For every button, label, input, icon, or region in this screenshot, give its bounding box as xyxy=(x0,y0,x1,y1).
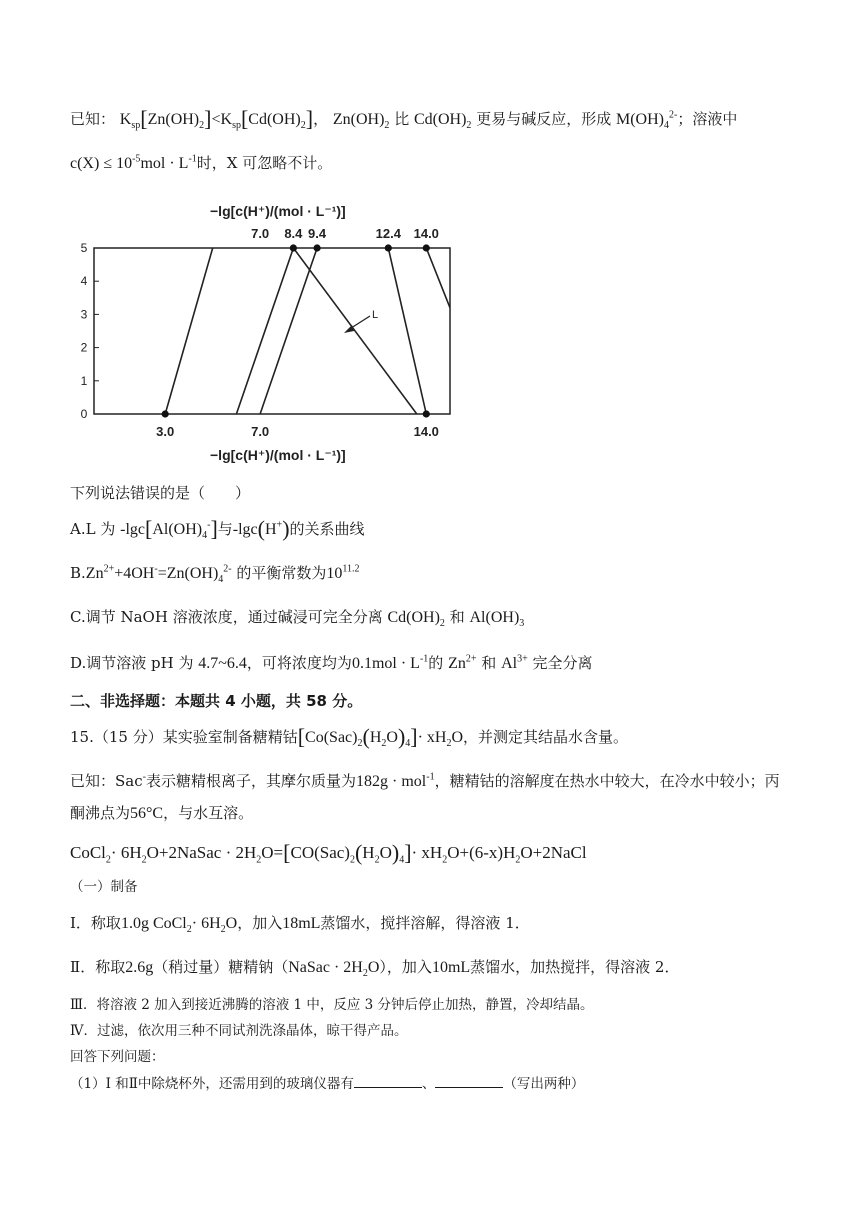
option-b-prefix: B. xyxy=(70,564,86,582)
y-tick-label: 4 xyxy=(80,274,88,289)
q15-step-3 xyxy=(70,994,594,1016)
q15-question-1-sep: 、 xyxy=(421,1076,436,1092)
ph-chart xyxy=(60,190,470,470)
option-b-tail: 的平衡常数为 xyxy=(236,564,327,582)
q15-question-1 xyxy=(70,1073,584,1095)
cx-condition: $c(X) \le 10^{-5}mol \cdot L^{-1}$ xyxy=(70,153,197,172)
option-d-mid2: 的 xyxy=(428,654,444,672)
question-stem xyxy=(70,482,250,504)
q15-step-2-formula: NaSac · $2H_2O$ xyxy=(288,959,380,980)
q15-step-2-mid2: ），加入 xyxy=(379,958,432,976)
series-line-2 xyxy=(236,248,293,414)
option-a-lg1: $-\lg c[Al(OH)_4^-]$ xyxy=(120,516,218,542)
option-c-cd: $Cd(OH)_2$ xyxy=(387,609,445,630)
known-tail: ；溶液中 xyxy=(677,110,738,128)
answer-blank-1[interactable] xyxy=(354,1073,422,1088)
m-oh4: $M(OH)_4^{2-}$ xyxy=(616,109,678,132)
bottom-ticks xyxy=(156,424,439,439)
q15-known-1: 已知：Sac-表示糖精根离子，其摩尔质量为182g · mol$^{-1}$，糖精钴的溶解度在热水中较大，在冷水中较小；丙 xyxy=(70,771,780,790)
marked-point-2 xyxy=(290,244,297,251)
q15-intro xyxy=(70,724,628,749)
q15-step-1-prefix: I．称取 xyxy=(70,914,121,932)
marked-point-4 xyxy=(385,244,392,251)
y-tick-label: 1 xyxy=(80,373,88,388)
series-line-6 xyxy=(426,248,450,308)
option-d-range: 4.7~6.4 xyxy=(198,655,247,672)
q15-molar-mass: 182g · mol$^{-1}$ xyxy=(356,771,435,790)
curve-l-label: L xyxy=(372,309,379,321)
option-a-mid: 与 xyxy=(217,520,233,538)
y-tick-label: 0 xyxy=(80,407,88,421)
series-line-4 xyxy=(293,248,416,414)
q15-intro-prefix: 15.（15 分）某实验室制备糖精钴 xyxy=(70,728,298,746)
option-a-tail: 的关系曲线 xyxy=(289,520,365,538)
q15-step-1-mass: 1.0g CoCl$_2$· $6H_2O$ xyxy=(120,915,238,936)
q15-step-1-mid: ，加入 xyxy=(237,914,283,932)
marked-point-5 xyxy=(423,244,430,251)
top-tick-label: 8.4 xyxy=(284,226,303,241)
marked-point-6 xyxy=(423,410,430,417)
q15-complex: $[Co(Sac)_2(H_2O)_4]\cdot xH_2O$ xyxy=(297,724,464,750)
q15-known-1b: 表示糖精根离子，其摩尔质量为 xyxy=(146,772,357,790)
known-line-1 xyxy=(70,106,737,131)
top-tick-label: 14.0 xyxy=(413,226,439,241)
bottom-tick-label: 7.0 xyxy=(251,424,270,439)
option-b-k: $10^{11.2}$ xyxy=(326,563,360,582)
q15-known-2 xyxy=(70,802,253,825)
q15-known-1a: 已知：Sac xyxy=(70,772,143,790)
top-tick-label: 7.0 xyxy=(251,226,270,241)
stem-text: 下列说法错误的是（ ） xyxy=(70,484,251,502)
y-tick-label: 5 xyxy=(80,241,88,255)
top-tick-label: 12.4 xyxy=(375,226,401,241)
bottom-axis-label: −lg[c(H⁺)/(mol · L⁻¹)] xyxy=(210,447,346,463)
option-d xyxy=(70,652,593,675)
series-line-1 xyxy=(165,248,213,414)
series-line-5 xyxy=(388,248,426,414)
q15-step-1-vol: 18mL xyxy=(282,915,321,932)
option-a xyxy=(70,516,365,541)
option-a-lg2: -lgc(H+) xyxy=(232,516,290,541)
top-tick-label: 9.4 xyxy=(308,226,327,241)
q15-step-2-prefix: Ⅱ．称取 xyxy=(70,958,126,976)
ksp-zn: $K_{sp}[Zn(OH)_2]$ xyxy=(119,106,212,132)
q15-answer-text: 回答下列问题： xyxy=(70,1049,165,1065)
option-d-zn: $Zn^{2+}$ xyxy=(448,653,477,672)
q15-answer-heading xyxy=(70,1046,165,1068)
zn-oh2: $Zn(OH)_2$ xyxy=(332,111,390,132)
option-d-al: $Al^{3+}$ xyxy=(501,653,528,672)
q15-step-2-vol: 10mL xyxy=(431,959,471,976)
marked-point-1 xyxy=(162,410,169,417)
option-d-tail: 完全分离 xyxy=(532,654,593,672)
known-easier: 更易与碱反应，形成 xyxy=(476,110,612,128)
q15-question-1-prefix: （1）I 和Ⅱ中除烧杯外，还需用到的玻璃仪器有 xyxy=(70,1076,354,1092)
option-a-prefix: A.L 为 xyxy=(70,520,116,538)
q15-question-1-tail: （写出两种） xyxy=(503,1076,585,1092)
series-lines xyxy=(165,248,450,414)
q15-step-2 xyxy=(70,956,679,979)
q15-step-1 xyxy=(70,912,530,935)
y-tick-label: 2 xyxy=(80,340,88,355)
q15-known-1c: ，糖精钴的溶解度在热水中较大，在冷水中较小；丙 xyxy=(434,772,780,790)
option-d-mid: ，可将浓度均为 xyxy=(246,654,352,672)
q15-step-2-mid: （稍过量）糖精钠（ xyxy=(153,958,289,976)
q15-known-2b: ，与水互溶。 xyxy=(163,804,254,822)
known-mid: 比 xyxy=(394,110,410,128)
bottom-tick-label: 3.0 xyxy=(156,424,175,439)
section-2-heading xyxy=(70,690,362,712)
comma: ， xyxy=(313,110,329,128)
y-ticks xyxy=(81,241,99,421)
q15-known-2a: 酮沸点为 xyxy=(70,804,131,822)
section-2-heading-text: 二、非选择题：本题共 4 小题，共 58 分。 xyxy=(70,692,363,710)
option-d-and: 和 xyxy=(481,654,497,672)
option-c xyxy=(70,606,524,629)
q15-boiling-point: 56°C xyxy=(130,805,164,822)
option-b-equation: $Zn^{2+}+4OH^-=Zn(OH)_4^{2-}$ xyxy=(85,563,232,586)
known-prefix: 已知： xyxy=(70,110,116,128)
known-line-2 xyxy=(70,152,332,175)
plot-frame xyxy=(94,248,450,414)
q15-intro-tail: ，并测定其结晶水含量。 xyxy=(463,728,629,746)
cx-tail: 时，X 可忽略不计。 xyxy=(196,154,333,172)
q15-step-1-tail: 蒸馏水，搅拌溶解，得溶液 1． xyxy=(320,914,530,932)
cd-oh2: $Cd(OH)_2$ xyxy=(413,111,472,132)
q15-step-2-mass: 2.6g xyxy=(125,959,154,976)
option-b xyxy=(70,562,360,585)
marked-point-3 xyxy=(313,244,320,251)
marked-points xyxy=(162,244,430,417)
q15-step-4 xyxy=(70,1020,408,1042)
option-c-text: C.调节 NaOH 溶液浓度，通过碱浸可完全分离 xyxy=(70,608,383,626)
less-than: < xyxy=(211,111,221,128)
option-d-conc: $0.1mol \cdot L^{-1}$ xyxy=(351,653,429,672)
series-line-3 xyxy=(260,248,317,414)
q15-step-4-text: Ⅳ．过滤，依次用三种不同试剂洗涤晶体，晾干得产品。 xyxy=(70,1023,408,1039)
option-c-al: $Al(OH)_3$ xyxy=(469,609,525,630)
ksp-cd: $K_{sp}[Cd(OH)_2]$ xyxy=(220,106,314,132)
q15-part-1 xyxy=(70,876,138,898)
option-c-and: 和 xyxy=(449,608,465,626)
top-ticks xyxy=(251,226,439,241)
q15-part-1-text: （一）制备 xyxy=(70,879,138,895)
q15-step-3-text: Ⅲ．将溶液 2 加入到接近沸腾的溶液 1 中，反应 3 分钟后停止加热，静置，冷却结晶。 xyxy=(70,997,594,1013)
q15-equation: CoCl$_2$· $6H_2O+2NaSac \cdot 2H_2O=[CO(Sac)_2(H_2O)_4]\cdot$ $xH_2O+(6-x)H_2O+2NaCl$ xyxy=(70,840,587,866)
y-tick-label: 3 xyxy=(80,307,88,322)
option-d-prefix: D.调节溶液 pH 为 xyxy=(70,654,194,672)
q15-step-2-tail: 蒸馏水，加热搅拌，得溶液 2． xyxy=(470,958,680,976)
answer-blank-2[interactable] xyxy=(435,1073,503,1088)
top-axis-label: −lg[c(H⁺)/(mol · L⁻¹)] xyxy=(210,203,346,219)
bottom-tick-label: 14.0 xyxy=(413,424,439,439)
